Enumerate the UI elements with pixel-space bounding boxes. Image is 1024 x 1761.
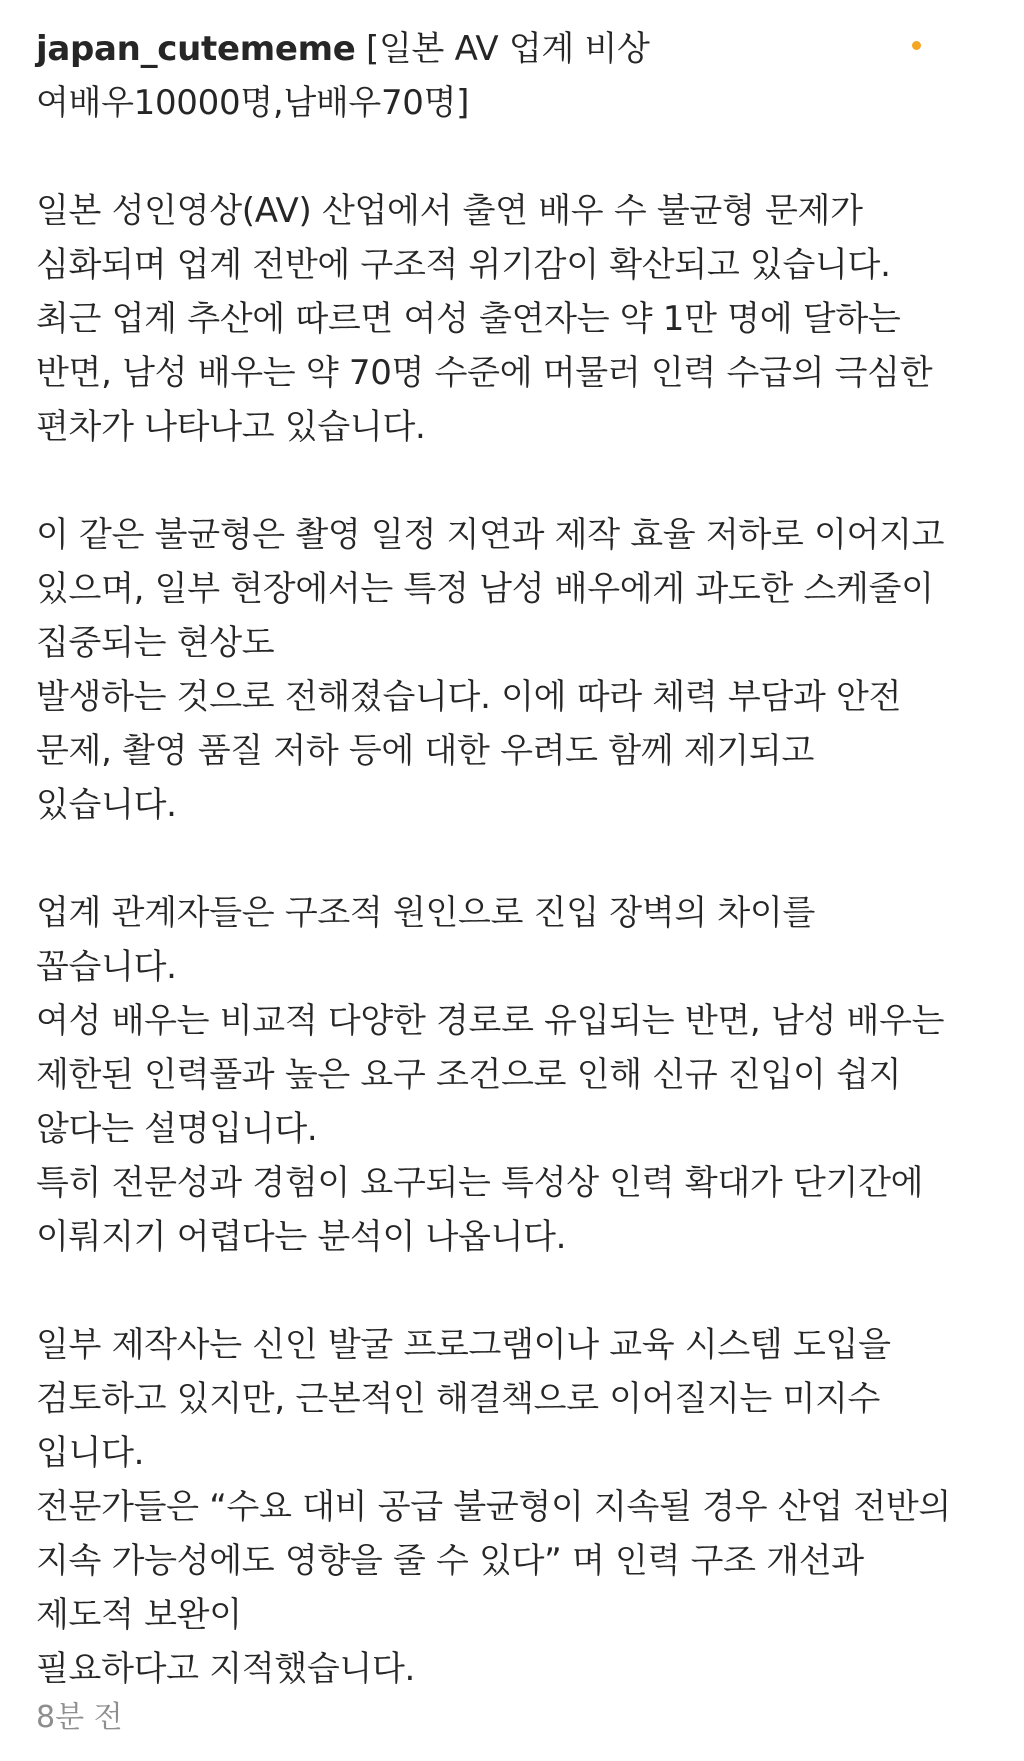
caption-title: [일본 AV 업계 비상 [355,29,650,69]
paragraph-spacer [36,1264,988,1318]
caption-line: 여성 배우는 비교적 다양한 경로로 유입되는 반면, 남성 배우는 [36,1001,945,1041]
caption-line: 제한된 인력풀과 높은 요구 조건으로 인해 신규 진입이 쉽지 [36,1055,902,1095]
caption-line: 제도적 보완이 [36,1595,242,1635]
caption-line: 심화되며 업계 전반에 구조적 위기감이 확산되고 있습니다. [36,245,891,285]
caption-body [36,130,988,1696]
caption-line: 이 같은 불균형은 촬영 일정 지연과 제작 효율 저하로 이어지고 [36,515,945,555]
caption-line: 있습니다. [36,785,177,825]
paragraph-spacer [36,832,988,886]
caption-line: 일부 제작사는 신인 발굴 프로그램이나 교육 시스템 도입을 [36,1325,891,1365]
caption-header [36,22,988,76]
caption-line: 발생하는 것으로 전해졌습니다. 이에 따라 체력 부담과 안전 [36,677,902,717]
caption-line: 집중되는 현상도 [36,623,275,663]
caption-line: 전문가들은 “수요 대비 공급 불균형이 지속될 경우 산업 전반의 [36,1487,951,1527]
caption-line: 검토하고 있지만, 근본적인 해결책으로 이어질지는 미지수 [36,1379,881,1419]
paragraph-spacer [36,130,988,184]
paragraph-spacer [36,454,988,508]
post-timestamp[interactable]: 8분 전 [36,1700,123,1735]
caption-line: 문제, 촬영 품질 저하 등에 대한 우려도 함께 제기되고 [36,731,814,771]
caption-line: 지속 가능성에도 영향을 줄 수 있다” 며 인력 구조 개선과 [36,1541,864,1581]
unread-indicator-dot [912,41,921,50]
caption-line: 필요하다고 지적했습니다. [36,1649,415,1689]
caption-block [36,22,988,1696]
caption-title-continued: 여배우10000명,남배우70명] [36,83,470,123]
username-link[interactable]: japan_cutememe [36,29,356,69]
caption-line: 반면, 남성 배우는 약 70명 수준에 머물러 인력 수급의 극심한 [36,353,933,393]
caption-line: 일본 성인영상(AV) 산업에서 출연 배우 수 불균형 문제가 [36,191,863,231]
caption-line: 업계 관계자들은 구조적 원인으로 진입 장벽의 차이를 [36,893,816,933]
caption-line: 편차가 나타나고 있습니다. [36,407,426,447]
caption-line: 있으며, 일부 현장에서는 특정 남성 배우에게 과도한 스케줄이 [36,569,934,609]
caption-line: 않다는 설명입니다. [36,1109,318,1149]
caption-line: 이뤄지기 어렵다는 분석이 나옵니다. [36,1217,567,1257]
caption-line: 특히 전문성과 경험이 요구되는 특성상 인력 확대가 단기간에 [36,1163,924,1203]
caption-line: 꼽습니다. [36,947,177,987]
caption-line: 입니다. [36,1433,145,1473]
caption-line: 최근 업계 추산에 따르면 여성 출연자는 약 1만 명에 달하는 [36,299,901,339]
